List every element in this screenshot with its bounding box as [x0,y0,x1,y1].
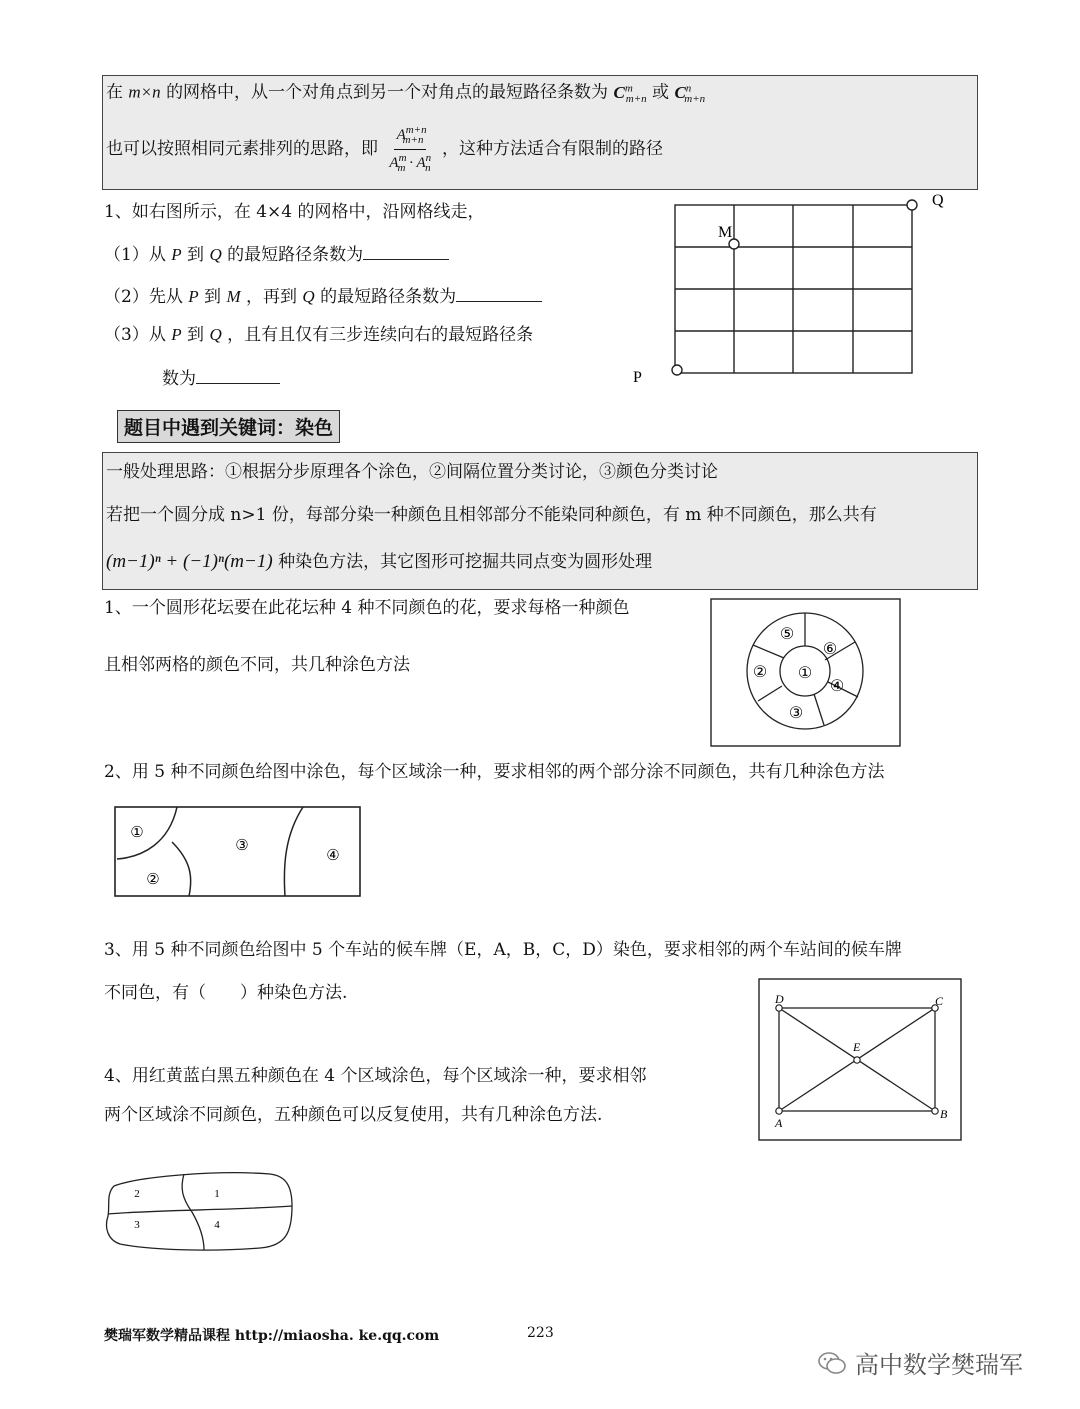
c4-line-2: 两个区域涂不同颜色，五种颜色可以反复使用，共有几种涂色方法. [104,1105,603,1125]
label-m: M [718,224,733,241]
combination-c2: $C^n_{m+n}$ [674,82,706,106]
station-figure [758,978,963,1141]
section-heading: 题目中遇到关键词：染色 [117,410,340,443]
footer-course: 樊瑞军数学精品课程 http://miaosha. ke.qq.com [104,1328,440,1344]
station-a [776,1108,782,1114]
answer-blank[interactable] [456,285,542,302]
label-p: P [633,369,642,386]
region-label-1: 1 [214,1188,220,1200]
combination-c1: $C^m_{m+n}$ [613,82,647,106]
page-number: 223 [527,1325,554,1341]
label-d: D [775,992,784,1006]
label-q: Q [932,192,944,209]
c1-line-2: 且相邻两格的颜色不同，共几种涂色方法 [104,655,410,675]
region-label-3: 3 [134,1219,140,1231]
formula-line-2: 也可以按照相同元素排列的思路，即 $\frac{A^{m+n}_{m+n}}{A^m_m \cdot A^n_n}$ ，这种方法适合有限制的路径 [106,124,664,175]
station-e [854,1057,860,1063]
region-label-3: ③ [235,838,249,854]
q1-part3-cont: 数为 [162,367,280,389]
q1-part1: （1）从 P 到 Q 的最短路径条数为 [104,243,449,265]
station-b [932,1108,938,1114]
label-c: C [935,994,944,1008]
region-label-1: ① [130,825,144,841]
coloring-formula: (m−1)ⁿ + (−1)ⁿ(m−1) [106,551,273,572]
region-label-1: ① [797,665,813,682]
region-label-5: ⑤ [779,626,795,643]
region-label-2: 2 [134,1188,140,1200]
region-label-2: ② [146,872,160,888]
region-label-4: 4 [214,1219,220,1231]
regions-figure [113,805,363,900]
wechat-icon [817,1350,847,1376]
label-e: E [853,1040,861,1054]
region-label-3: ③ [788,705,804,722]
flowerbed-figure [710,598,902,748]
c4-line-1: 4、用红黄蓝白黑五种颜色在 4 个区域涂色，每个区域涂一种，要求相邻 [104,1066,647,1086]
arrangement-fraction: $\frac{A^{m+n}_{m+n}}{A^m_m \cdot A^n_n}$ [389,124,432,175]
c3-line-2: 不同色，有（ ）种染色方法. [104,983,348,1003]
region-label-4: ④ [829,678,845,695]
q1-part3: （3）从 P 到 Q ，且有且仅有三步连续向右的最短路径条 [104,325,534,345]
point-q [907,200,917,210]
label-b: B [940,1107,948,1121]
c2-line-1: 2、用 5 种不同颜色给图中涂色，每个区域涂一种，要求相邻的两个部分涂不同颜色，共有几种涂色方法 [104,762,885,782]
q1-part2: （2）先从 P 到 M ，再到 Q 的最短路径条数为 [104,285,542,307]
answer-blank[interactable] [196,367,280,384]
c3-line-1: 3、用 5 种不同颜色给图中 5 个车站的候车牌（E，A，B，C，D）染色，要求相邻的两个车站间的候车牌 [104,940,902,960]
formula-line-1: 在 m×n 的网格中，从一个对角点到另一个对角点的最短路径条数为 $C^m_{m+n}$ 或 $C^n_{m+n}$ [106,82,706,106]
method-line-3: (m−1)ⁿ + (−1)ⁿ(m−1) 种染色方法，其它图形可挖掘共同点变为圆形处理 [106,551,653,572]
label-a: A [775,1116,783,1130]
method-line-1: 一般处理思路：①根据分步原理各个涂色，②间隔位置分类讨论，③颜色分类讨论 [106,462,718,482]
region-label-4: ④ [326,848,340,864]
region-label-6: ⑥ [822,641,838,658]
watermark: 高中数学樊瑞军 [817,1345,1023,1380]
q1-stem: 1、如右图所示，在 4×4 的网格中，沿网格线走， [104,202,485,222]
c1-line-1: 1、一个圆形花坛要在此花坛种 4 种不同颜色的花，要求每格一种颜色 [104,598,630,618]
method-line-2: 若把一个圆分成 n>1 份，每部分染一种颜色且相邻部分不能染同种颜色，有 m 种不同颜色，那么共有 [106,505,877,525]
grid-figure [620,188,960,388]
region-label-2: ② [752,664,768,681]
answer-blank[interactable] [363,243,449,260]
point-p [672,365,682,375]
map-figure [100,1166,300,1256]
